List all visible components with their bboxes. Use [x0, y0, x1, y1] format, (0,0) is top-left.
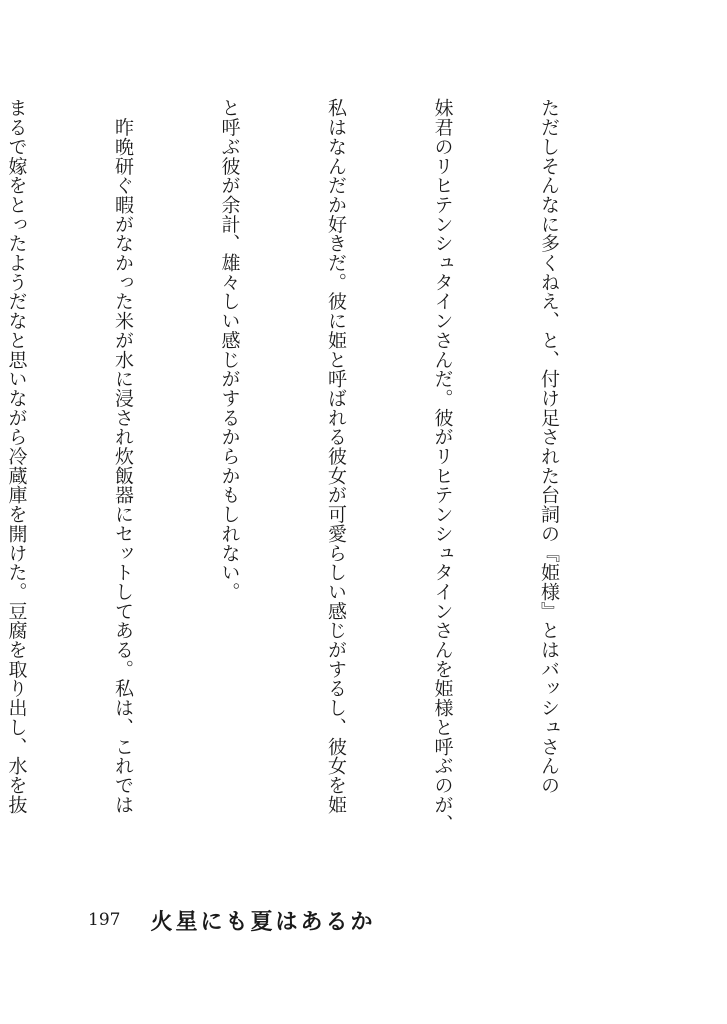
page-number: 197: [88, 910, 121, 930]
book-title: 火星にも夏はあるか: [150, 909, 376, 935]
vertical-text-body: [0, 98, 637, 898]
text-line-3: 私はなんだか好きだ。彼に姫と呼ばれる彼女が可愛らしい感じがするし、彼女を姫: [325, 98, 347, 814]
text-line-2: 妹君のリヒテンシュタインさんだ。彼がリヒテンシュタインさんを姫様と呼ぶのが、: [431, 98, 454, 834]
text-line-1: ただしそんなに多くねえ、と、付け足された台詞の『姫様』とはバッシュさんの: [538, 98, 560, 795]
text-line-4: と呼ぶ彼が余計、雄々しい感じがするからかもしれない。: [218, 98, 241, 602]
text-line-6: まるで嫁をとったようだなと思いながら冷蔵庫を開けた。豆腐を取り出し、水を抜: [5, 98, 28, 814]
page-footer: [88, 900, 375, 940]
text-line-5: 昨晩研ぐ暇がなかった米が水に浸され炊飯器にセットしてある。私は、これでは: [112, 98, 134, 814]
